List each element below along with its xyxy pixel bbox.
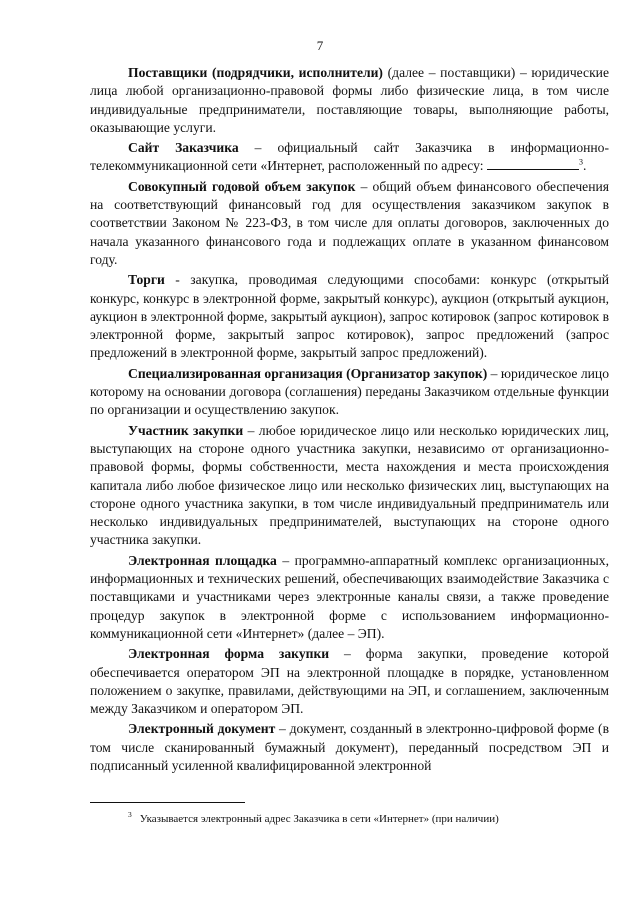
definition-specialized-org (90, 365, 609, 420)
definition-text: - закупка, проводимая следующими способами: конкурс (открытый конкурс, конкурс в электронной форме, закрытый конкурс), аукцион (открытый аукцион, аукцион в электронной форме, закрытый аукцион), запрос котировок (запрос котировок в электронной форме, закрытый запрос котировок), запрос предложений (запрос предложений в электронной форме, закрытый запрос предложений). (90, 272, 609, 361)
term: Участник закупки (128, 422, 244, 438)
term: Электронная площадка (128, 552, 277, 568)
term: Сайт Заказчика (128, 140, 239, 156)
definition-text: – юридическое лицо которому на основании договора (соглашения) переданы Заказчиком отдельные функции по организации и осуществлению закупок. (90, 365, 609, 418)
definition-e-procurement-form (90, 645, 609, 718)
term: Электронный документ (128, 721, 276, 737)
definition-participant (90, 422, 609, 550)
definition-text: (далее – поставщики) – юридические лица любой организационно-правовой формы либо физические лица, в том числе индивидуальные предприниматели, поставляющие товары, выполняющие работы, оказывающие услуги. (90, 65, 609, 135)
definition-text: – форма закупки, проведение которой обеспечивается оператором ЭП на электронной площадке в порядке, установленном положением о закупке, правилами, действующими на ЭП, и соглашением, заключенным между Заказчиком и оператором ЭП. (90, 646, 610, 717)
footnote-text: Указывается электронный адрес Заказчика в сети «Интернет» (при наличии) (139, 813, 499, 825)
definition-customer-site (90, 139, 609, 176)
document-body (90, 64, 609, 777)
term: Торги (128, 272, 165, 288)
page-number: 7 (316, 38, 324, 53)
definition-text: – общий объем финансового обеспечения на соответствующий финансовый год для осуществления заказчиком закупок в соответствии Законом № 223-ФЗ, в том числе для оплаты договоров, заключенных до начала указанного финансового года и подлежащих оплате в указанном финансовом году. (90, 178, 609, 267)
definition-e-platform (90, 552, 609, 643)
term: Поставщики (подрядчики, исполнители) (128, 65, 383, 80)
footnote-separator (90, 802, 245, 803)
definition-text: – документ, созданный в электронно-цифровой форме (в том числе сканированный бумажный документ), переданный посредством ЭП и подписанный усиленной квалифицированной электронной (90, 721, 609, 773)
definition-text: – программно-аппаратный комплекс организационных, информационных и технических решений, обеспечивающих взаимодействие Заказчика с поставщиками и участниками через электронные каналы связи, а также проведение процедур закупок в электронной форме с использованием информационно-коммуникационной сети «Интернет» (далее – ЭП). (90, 552, 609, 641)
term: Совокупный годовой объем закупок (128, 178, 356, 194)
definition-suppliers (90, 64, 609, 137)
footnote-number: 3 (128, 810, 132, 820)
definition-tenders (90, 271, 609, 362)
term: Электронная форма закупки (128, 646, 330, 662)
definition-annual-volume (90, 178, 609, 269)
footnote (90, 812, 609, 826)
definition-e-document (90, 720, 609, 775)
address-blank (487, 158, 579, 170)
term: Специализированная организация (Организатор закупок) (128, 365, 488, 381)
sentence-end: . (582, 158, 587, 174)
definition-text: – любое юридическое лицо или несколько юридических лиц, выступающих на стороне одного участника закупки, независимо от организационно-правовой формы, формы собственности, места нахождения и места происхождения капитала либо любое физическое лицо или несколько физических лиц, выступающих на стороне одного участника закупки, в том числе индивидуальный предприниматель или несколько индивидуальных предпринимателей, выступающих на стороне одного участника закупки. (90, 422, 609, 548)
footnote-ref: 3 (578, 157, 583, 167)
definition-text: – официальный сайт Заказчика в информационно-телекоммуникационной сети «Интернет, расположенный по адресу: (90, 140, 609, 174)
